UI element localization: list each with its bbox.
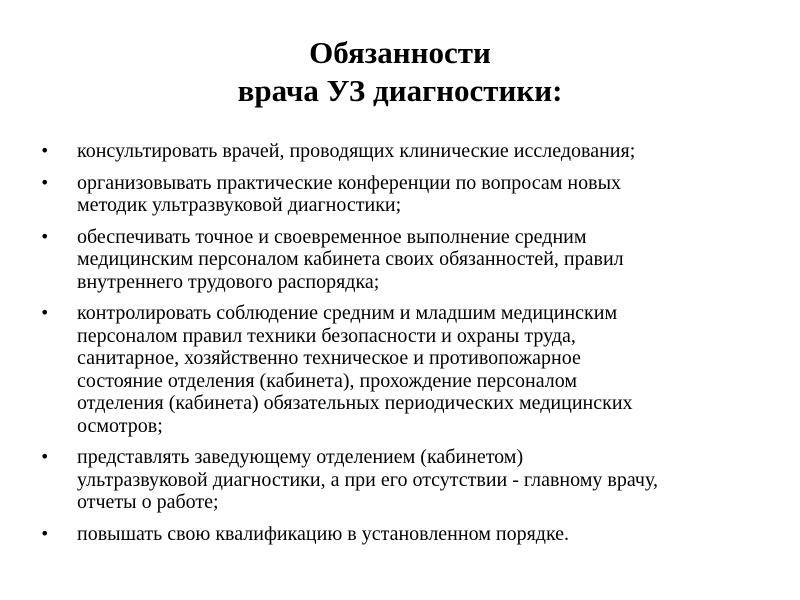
list-item-text: контролировать соблюдение средним и младшим медицинским персоналом правил техники безопасности и охраны труда, санитарное, хозяйственно техническое и противопожарное состояние отделения (кабинета), прохождение персоналом отделения (кабинета) обязательных периодических медицинских осмотров; <box>77 302 633 437</box>
bullet-dot-icon: • <box>40 226 50 246</box>
bullet-dot-icon: • <box>40 172 50 192</box>
list-item-text: повышать свою квалификацию в установленном порядке. <box>77 522 570 545</box>
list-item <box>40 446 770 514</box>
list-item-text: консультировать врачей, проводящих клинические исследования; <box>77 140 636 162</box>
bullet-dot-icon: • <box>40 447 50 466</box>
list-item-text: обеспечивать точное и своевременное выполнение средним медицинским персоналом кабинета своих обязанностей, правил внутреннего трудового распорядка; <box>77 225 624 293</box>
page-title <box>0 34 800 110</box>
page-title-line-2: врача УЗ диагностики: <box>237 73 563 108</box>
bullet-dot-icon: • <box>40 523 50 543</box>
list-item-text: представлять заведующему отделением (кабинетом) ультразвуковой диагностики, а при его отсутствии - главному врачу, отчеты о работе; <box>77 446 658 513</box>
bullet-dot-icon: • <box>40 141 50 160</box>
list-item-text: организовывать практические конференции по вопросам новых методик ультразвуковой диагностики; <box>77 171 622 216</box>
duties-list <box>40 140 770 545</box>
list-item <box>40 140 770 163</box>
page-title-line-1: Обязанности <box>309 35 491 70</box>
bullet-dot-icon: • <box>40 303 50 322</box>
list-item <box>40 226 770 294</box>
list-item <box>40 172 770 217</box>
list-item <box>40 523 770 546</box>
list-item <box>40 302 770 437</box>
